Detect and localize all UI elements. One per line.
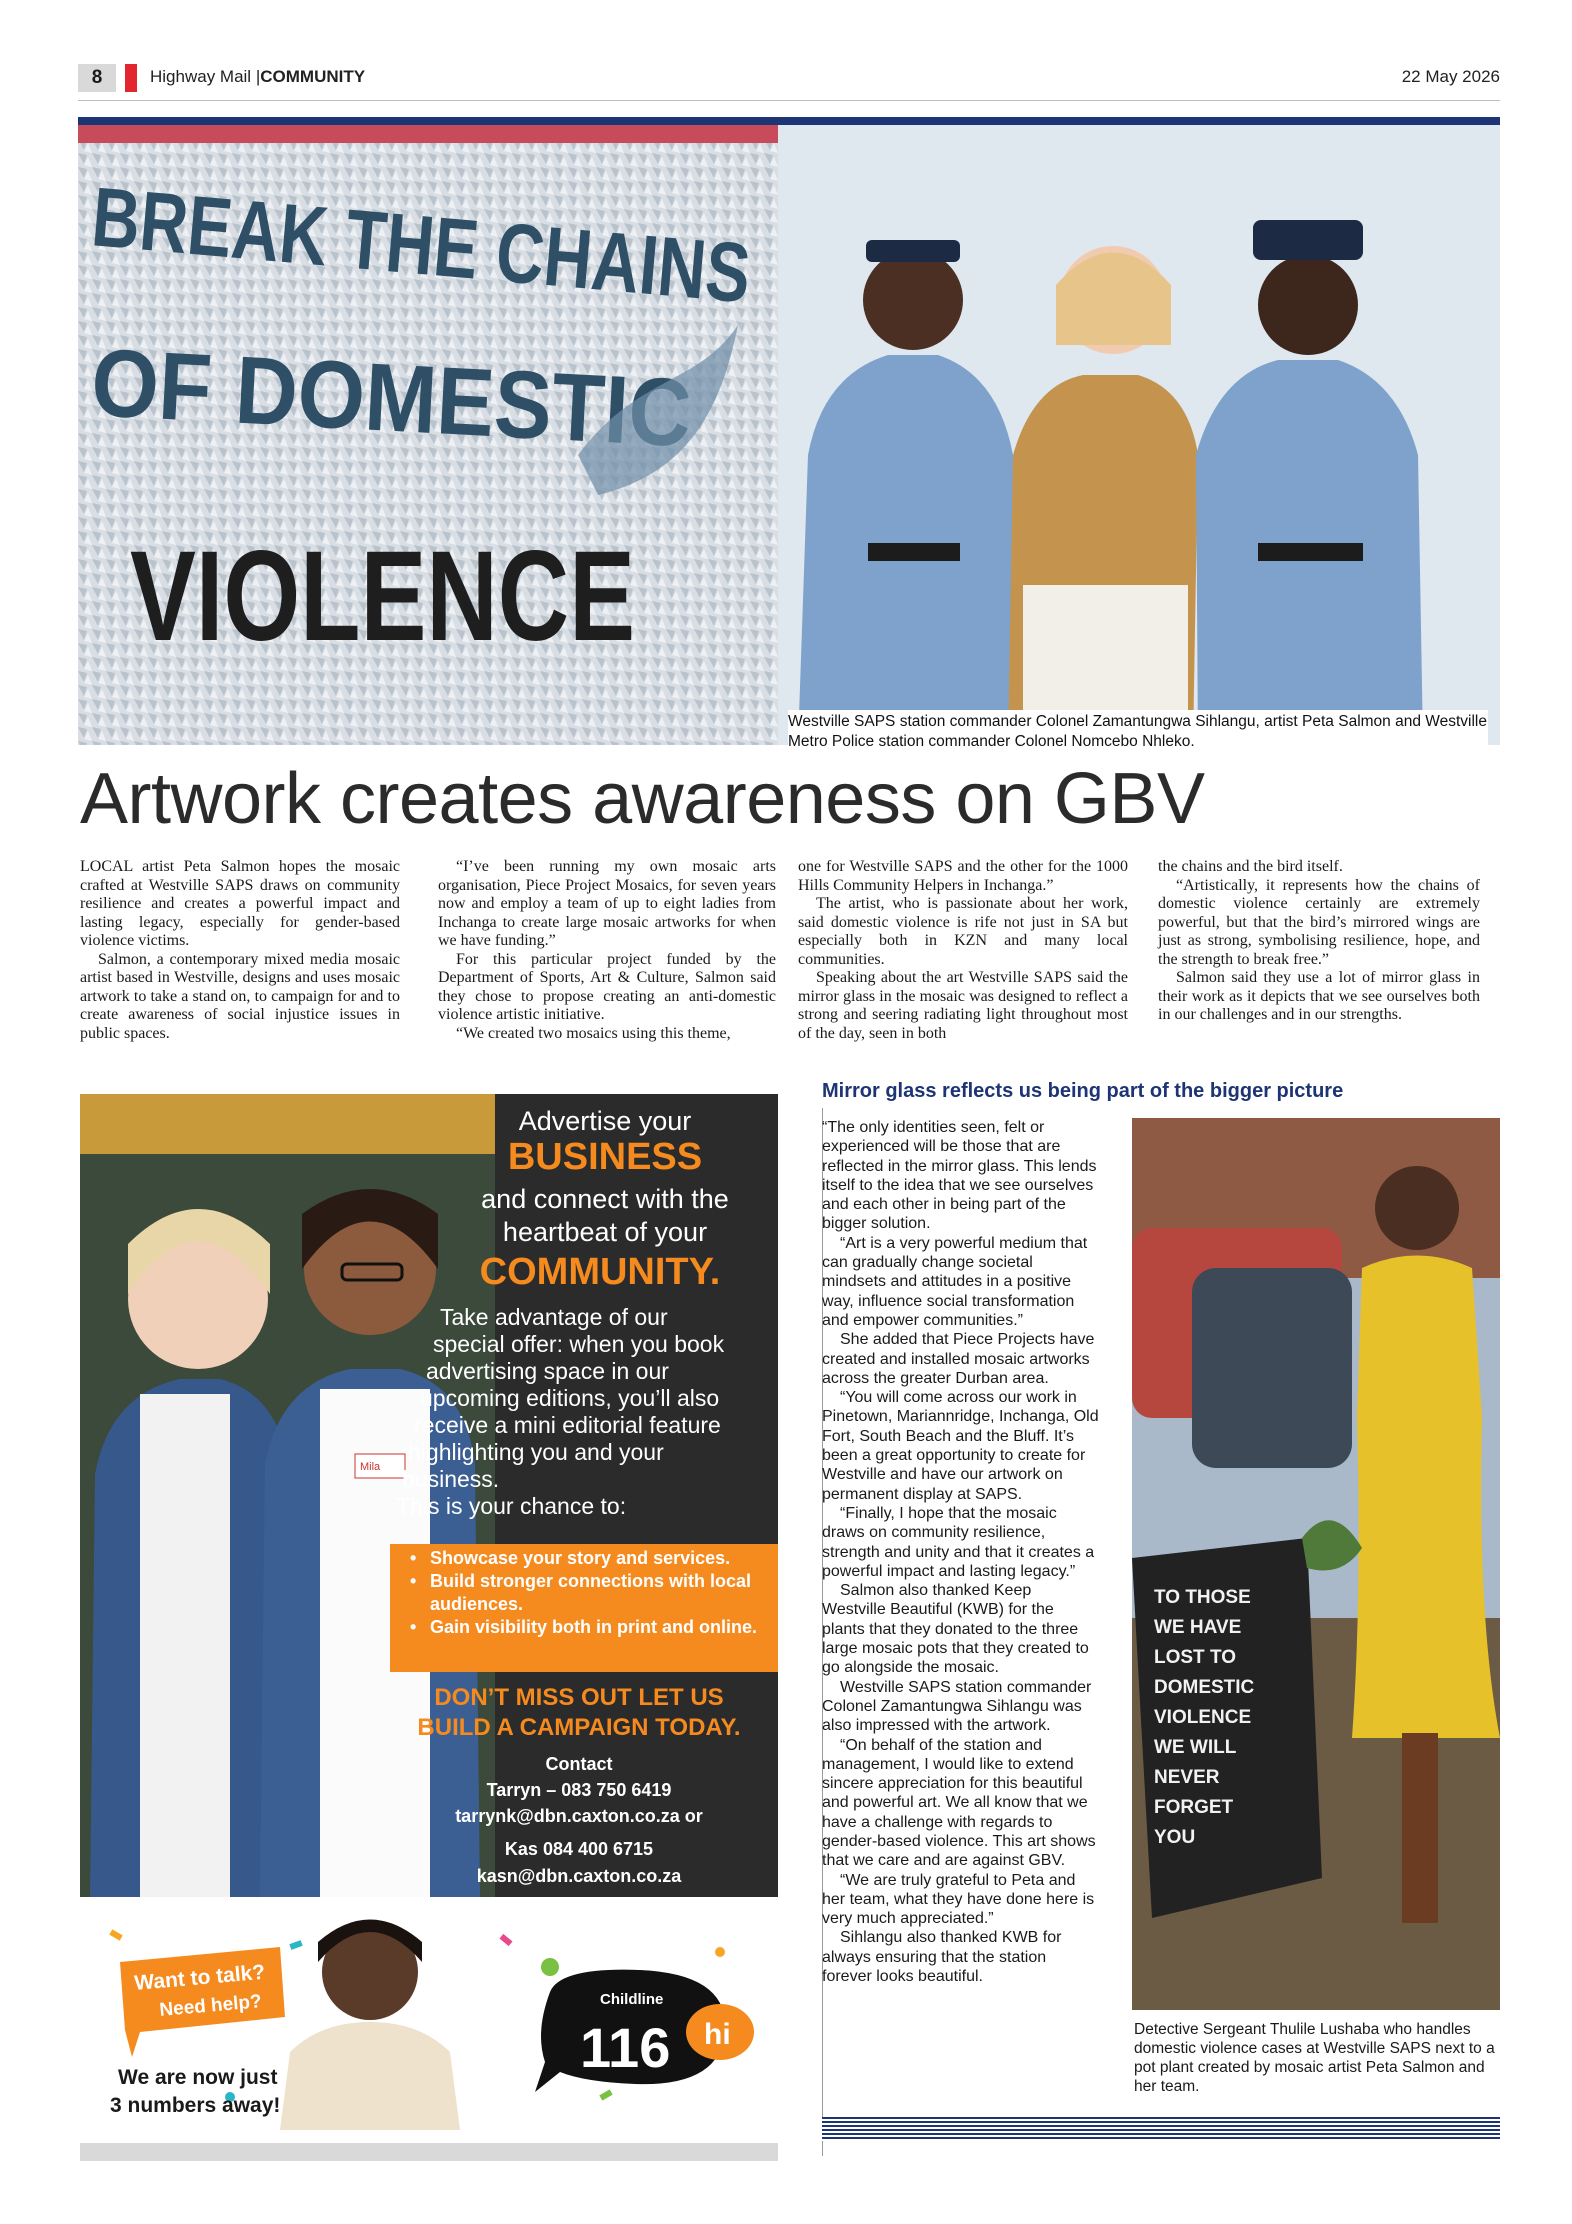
article-subhead: Mirror glass reflects us being part of the bigger picture [822, 1080, 1344, 1102]
ad-line-business: BUSINESS [507, 1136, 703, 1178]
ad-offer-2: special offer: when you book [433, 1331, 725, 1357]
pot-word-4: DOMESTIC [1154, 1677, 1255, 1698]
ad-offer-3: advertising space in our [426, 1358, 669, 1384]
ad-bullet: • Build stronger connections with local audiences. [390, 1570, 778, 1616]
advertisement-panel [80, 1094, 778, 1897]
ad-line-3: and connect with the [481, 1184, 729, 1214]
childline-ad [80, 1912, 778, 2130]
people-illustration [778, 125, 1500, 745]
hero-top-bar [78, 117, 1500, 125]
paragraph: “Art is a very powerful medium that can gradually change societal mindsets and attitudes in a positive way, influence social transformation and empower communities.” [822, 1234, 1088, 1329]
paragraph: Westville SAPS station commander Colonel Zamantungwa Sihlangu was also impressed with the artwork. [822, 1678, 1092, 1735]
mosaic-line-3: VIOLENCE [130, 525, 635, 668]
footer-navy-bar [822, 2117, 1500, 2141]
section-name: COMMUNITY [260, 67, 366, 86]
pot-word-8: FORGET [1154, 1797, 1234, 1818]
ad-bullet: • Gain visibility both in print and online. [390, 1616, 778, 1639]
childline-label: Childline [600, 1991, 664, 2008]
paragraph: “We are truly grateful to Peta and her team, what they have done here is very much appreciated.” [822, 1871, 1095, 1928]
paragraph: the chains and the bird itself. [1158, 858, 1343, 875]
article-column-2 [438, 858, 776, 1043]
ad-offer-6: highlighting you and your [408, 1439, 664, 1465]
article-headline: Artwork creates awareness on GBV [80, 759, 1205, 839]
ad-line-community: COMMUNITY. [479, 1251, 721, 1293]
ad-offer-7: business. [402, 1466, 500, 1492]
ad-chance: This is your chance to: [396, 1493, 627, 1519]
paragraph: “You will come across our work in Pinetown, Mariannridge, Inchanga, Old Fort, South Beach and the Bluff. It’s been a great opportunity to create for Westville and have our artwork on permanent display at SAPS. [822, 1389, 1099, 1503]
pot-word-9: YOU [1154, 1827, 1196, 1848]
paragraph: one for Westville SAPS and the other for the 1000 Hills Community Helpers in Inchanga.” [798, 858, 1128, 894]
publication-name: Highway Mail [150, 67, 252, 86]
detective-photo [1132, 1118, 1500, 2010]
paragraph: LOCAL artist Peta Salmon hopes the mosaic crafted at Westville SAPS draws on community resilience and creates a powerful impact and lasting legacy, especially for gender-based violence victims. [80, 858, 400, 949]
header-rule [78, 100, 1500, 101]
childline-tagline-1: We are now just [118, 2066, 278, 2089]
detective-photo-graphic [1132, 1118, 1500, 2010]
issue-date: 22 May 2026 [1401, 67, 1500, 86]
ad-name-badge: Mila [360, 1461, 381, 1473]
paragraph: “On behalf of the station and management, I would like to extend sincere appreciation for this beautiful and powerful art. We all know that we have a challenge with regards to gender-based violence. This art shows that we care and are against GBV. [822, 1736, 1096, 1870]
article-column-3 [798, 858, 1128, 1043]
pot-word-7: NEVER [1154, 1767, 1220, 1788]
ad-contact-tarryn: Tarryn – 083 750 6419 [486, 1780, 672, 1800]
childline-hi: hi [704, 2018, 731, 2051]
ad-contact-kas-email: kasn@dbn.caxton.co.za [476, 1866, 682, 1886]
paragraph: “Artistically, it represents how the chains of domestic violence certainly are extremely powerful, but that the bird’s mirrored wings are just as strong, symbolising resilience, hope, and the strength to break free.” [1158, 876, 1480, 968]
article-column-1 [80, 858, 400, 1043]
article-column-4 [1158, 858, 1480, 1025]
bottom-gray-bar [80, 2143, 778, 2161]
paragraph: The artist, who is passionate about her work, said domestic violence is rife not just in SA but especially both in KZN and many local communities. [798, 895, 1128, 968]
hero-photo [78, 125, 1500, 745]
childline-bubble-1: Want to talk? [133, 1960, 266, 1995]
paragraph: “Finally, I hope that the mosaic draws on community resilience, strength and unity and that it creates a powerful impact and lasting legacy.” [822, 1504, 1095, 1580]
childline-tagline-2: 3 numbers away! [110, 2094, 281, 2117]
mosaic-line-1: BREAK THE CHAINS [88, 169, 929, 336]
childline-graphic [80, 1912, 778, 2130]
ad-offer-5: receive a mini editorial feature [414, 1412, 721, 1438]
ad-cta-2: BUILD A CAMPAIGN TODAY. [417, 1714, 741, 1741]
paragraph: “The only identities seen, felt or experienced will be those that are reflected in the mirror glass. This lends itself to the idea that we see ourselves and each other in being part of the bigger solution. [822, 1119, 1097, 1233]
childline-bubble-2: Need help? [158, 1991, 263, 2021]
childline-number: 116 [580, 2016, 671, 2079]
ad-line-4: heartbeat of your [502, 1217, 708, 1247]
page-number: 8 [78, 64, 116, 92]
pot-word-3: LOST TO [1154, 1647, 1236, 1668]
paragraph: Salmon, a contemporary mixed media mosaic artist based in Westville, designs and uses mosaic artwork to take a stand on, to campaign for and to create awareness of social injustice issues in public spaces. [80, 950, 400, 1042]
pot-word-1: TO THOSE [1154, 1587, 1251, 1608]
paragraph: Speaking about the art Westville SAPS said the mirror glass in the mosaic was designed to reflect a strong and seering radiating light throughout most of the day, seen in both [798, 969, 1128, 1042]
hero-caption: Westville SAPS station commander Colonel Zamantungwa Sihlangu, artist Peta Salmon and Westville Metro Police station commander Colonel Nomcebo Nhleko. [788, 710, 1488, 752]
pot-word-5: VIOLENCE [1154, 1707, 1252, 1728]
pot-word-2: WE HAVE [1154, 1617, 1242, 1638]
ad-bullet-list [390, 1547, 778, 1639]
paragraph: For this particular project funded by the Department of Sports, Art & Culture, Salmon said they chose to propose creating an anti-domestic violence artistic initiative. [438, 950, 776, 1023]
paragraph: “I’ve been running my own mosaic arts organisation, Piece Project Mosaics, for seven years now and employ a team of up to eight ladies from Inchanga to create large mosaic artworks for when we have funding.” [438, 858, 776, 949]
ad-contact-tarryn-email: tarrynk@dbn.caxton.co.za or [455, 1806, 703, 1826]
ad-contact-kas: Kas 084 400 6715 [504, 1839, 654, 1859]
article-column-5 [822, 1118, 1099, 1986]
paragraph: “We created two mosaics using this theme, [456, 1024, 731, 1042]
header-title [150, 67, 365, 87]
ad-line-1: Advertise your [518, 1106, 692, 1136]
paragraph: She added that Piece Projects have created and installed mosaic artworks across the greater Durban area. [822, 1331, 1095, 1387]
paragraph: Salmon said they use a lot of mirror glass in their work as it depicts that we see ourselves both in our challenges and in our strengths. [1158, 969, 1480, 1023]
paragraph: Salmon also thanked Keep Westville Beautiful (KWB) for the plants that they donated to the three large mosaic pots that they created to go alongside the mosaic. [822, 1582, 1089, 1677]
ad-bullet: • Showcase your story and services. [390, 1547, 778, 1570]
ad-cta-1: DON’T MISS OUT LET US [434, 1684, 724, 1711]
paragraph: Sihlangu also thanked KWB for always ensuring that the station forever looks beautiful. [822, 1929, 1062, 1986]
ad-offer-1: Take advantage of our [440, 1304, 668, 1330]
mosaic-line-2: OF DOMESTIC [88, 329, 761, 471]
header-red-marker [125, 64, 137, 92]
ad-offer-4: upcoming editions, you’ll also [420, 1385, 720, 1411]
pot-word-6: WE WILL [1154, 1737, 1237, 1758]
header-separator: | [255, 67, 261, 86]
detective-photo-caption: Detective Sergeant Thulile Lushaba who handles domestic violence cases at Westville SAPS next to a pot plant created by mosaic artist Peta Salmon and her team. [1134, 2021, 1495, 2095]
ad-contact-title: Contact [545, 1754, 613, 1774]
